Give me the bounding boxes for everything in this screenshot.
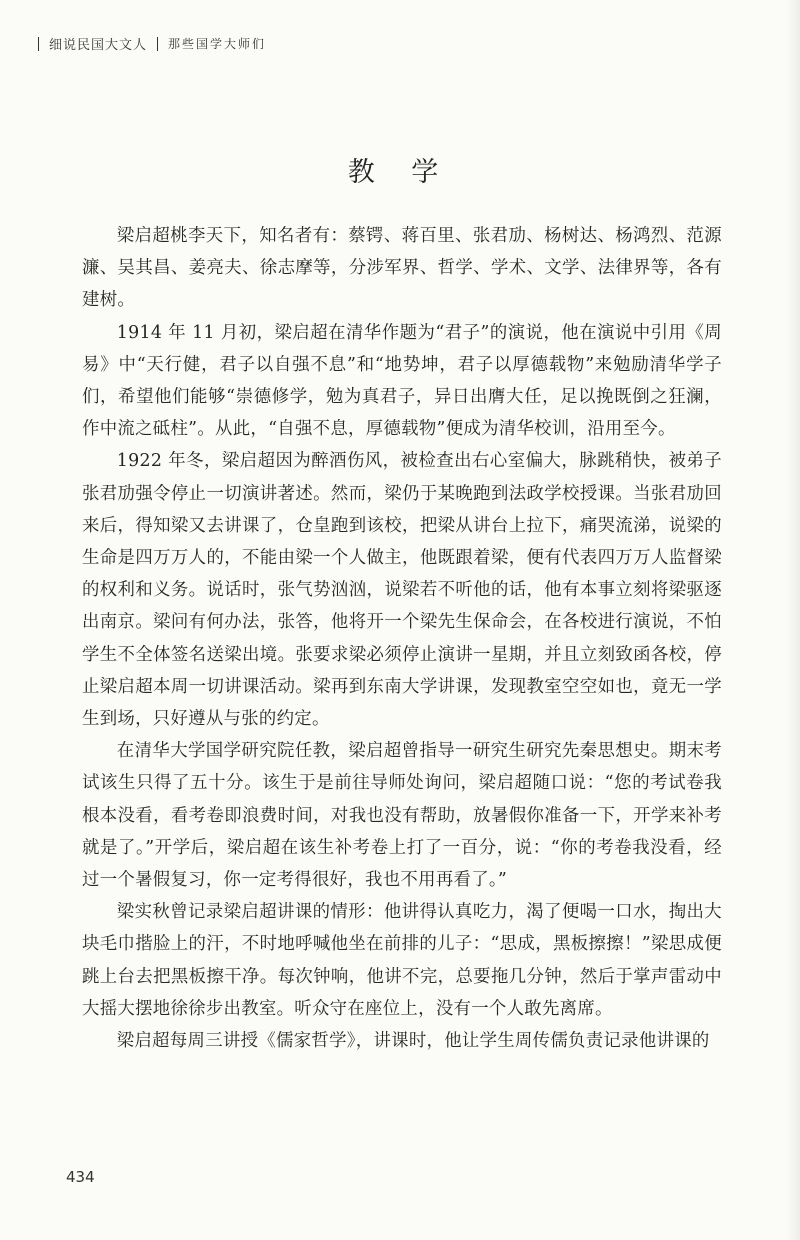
running-header [38, 34, 266, 53]
body-text [82, 220, 722, 1057]
header-divider [157, 37, 158, 51]
chapter-title: 教 学 [347, 157, 453, 188]
paragraph: 梁启超每周三讲授《儒家哲学》，讲课时，他让学生周传儒负责记录他讲课的 [116, 1031, 710, 1052]
paragraph: 1922 年冬，梁启超因为醉酒伤风，被检查出右心室偏大，脉跳稍快，被弟子张君劢强令停止一切演讲著述。然而，梁仍于某晚跑到法政学校授课。当张君劢回来后，得知梁又去讲课了，仓皇跑到该校，把梁从讲台上拉下，痛哭流涕，说梁的生命是四万万人的，不能由梁一个人做主，他既跟着梁，便有代表四万万人监督梁的权利和义务。说话时，张气势汹汹，说梁若不听他的话，他有本事立刻将梁驱逐出南京。梁问有何办法，张答，他将开一个梁先生保命会，在各校进行演说，不怕学生不全体签名送梁出境。张要求梁必须停止演讲一星期，并且立刻致函各校，停止梁启超本周一切讲课活动。梁再到东南大学讲课，发现教室空空如也，竟无一学生到场，只好遵从与张的约定。 [82, 451, 722, 730]
paragraph: 梁启超桃李天下，知名者有：蔡锷、蒋百里、张君劢、杨树达、杨鸿烈、范源濂、吴其昌、姜亮夫、徐志摩等，分涉军界、哲学、学术、文学、法律界等，各有建树。 [82, 226, 722, 311]
header-section-title: 那些国学大师们 [168, 37, 267, 51]
header-divider [38, 37, 39, 51]
paragraph: 梁实秋曾记录梁启超讲课的情形：他讲得认真吃力，渴了便喝一口水，掏出大块毛巾揩脸上的汗，不时地呼喊他坐在前排的儿子：“思成，黑板擦擦！”梁思成便跳上台去把黑板擦干净。每次钟响，他讲不完，总要拖几分钟，然后于掌声雷动中大摇大摆地徐徐步出教室。听众守在座位上，没有一个人敢先离席。 [82, 902, 722, 1019]
paragraph: 1914 年 11 月初，梁启超在清华作题为“君子”的演说，他在演说中引用《周易》中“天行健，君子以自强不息”和“地势坤，君子以厚德载物”来勉励清华学子们，希望他们能够“崇德修学，勉为真君子，异日出膺大任，足以挽既倒之狂澜，作中流之砥柱”。从此，“自强不息，厚德载物”便成为清华校训，沿用至今。 [82, 322, 722, 440]
page-number: 434 [66, 1168, 95, 1186]
paragraph: 在清华大学国学研究院任教，梁启超曾指导一研究生研究先秦思想史。期末考试该生只得了五十分。该生于是前往导师处询问，梁启超随口说：“您的考试卷我根本没看，看考卷即浪费时间，对我也没有帮助，放暑假你准备一下，开学来补考就是了。”开学后，梁启超在该生补考卷上打了一百分，说：“你的考卷我没看，经过一个暑假复习，你一定考得很好，我也不用再看了。” [82, 741, 722, 891]
header-book-title: 细说民国大文人 [49, 38, 148, 53]
